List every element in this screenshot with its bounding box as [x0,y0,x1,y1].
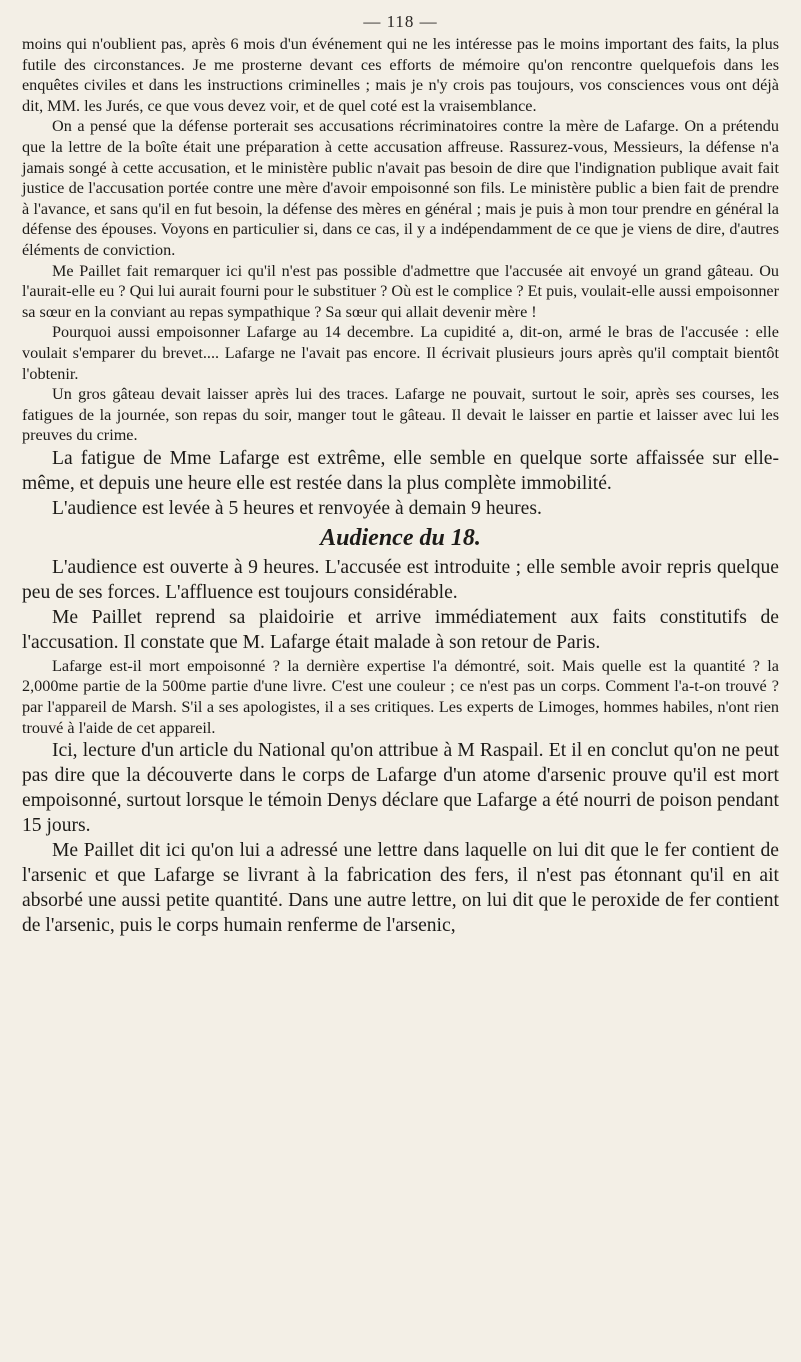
paragraph-8: L'audience est ouverte à 9 heures. L'accusée est introduite ; elle semble avoir repris quelque peu de ses forces. L'affluence est toujours considérable. [22,556,779,603]
paragraph-9: Me Paillet reprend sa plaidoirie et arrive immédiatement aux faits constitutifs de l'accusation. Il constate que M. Lafarge était malade à son retour de Paris. [22,606,779,653]
paragraph-5: Un gros gâteau devait laisser après lui des traces. Lafarge ne pouvait, surtout le soir, après ses courses, les fatigues de la journée, son repas du soir, manger tout le gâteau. Il devait le laisser en partie et laisser avec lui les preuves du crime. [22,385,779,445]
paragraph-7: L'audience est levée à 5 heures et renvoyée à demain 9 heures. [52,497,542,519]
section-heading: Audience du 18. [320,524,481,551]
paragraph-3: Me Paillet fait remarquer ici qu'il n'est pas possible d'admettre que l'accusée ait envoyé un grand gâteau. Ou l'aurait-elle eu ? Qui lui aurait fourni pour le substituer ? Où est le complice ? Et puis, voulait-elle aussi empoisonner sa sœur en la conviant au repas sympathique ? Sa sœur qui allait devenir mère ! [22,261,779,321]
page-number: — 118 — [363,12,438,31]
paragraph-11: Ici, lecture d'un article du National qu'on attribue à M Raspail. Et il en conclut qu'on ne peut pas dire que la découverte dans le corps de Lafarge d'un atome d'arsenic prouve qu'il est mort empoisonné, surtout lorsque le témoin Denys déclare que Lafarge a été nourri de poison pendant 15 jours. [22,740,779,837]
text-before-heading [22,34,779,521]
paragraph-12: Me Paillet dit ici qu'on lui a adressé une lettre dans laquelle on lui dit que le fer contient de l'arsenic et que Lafarge se livrant à la fabrication des fers, il n'est pas étonnant qu'il en ait absorbé une aussi petite quantité. Dans une autre lettre, on lui dit que le peroxide de fer contient de l'arsenic, puis le corps humain renferme de l'arsenic, [22,840,779,937]
text-after-heading [22,555,779,938]
paragraph-1: moins qui n'oublient pas, après 6 mois d'un événement qui ne les intéresse pas le moins important des faits, la plus futile des circonstances. Je me prosterne devant ces efforts de mémoire qu'on rencontre quelquefois dans les enquêtes civiles et dans les instructions criminelles ; mais je n'y crois pas toujours, vos consciences vous ont déjà dit, MM. les Jurés, ce que vous devez voir, et de quel coté est la vraisemblance. [22,35,779,115]
paragraph-6: La fatigue de Mme Lafarge est extrême, elle semble en quelque sorte affaissée sur elle-même, et depuis une heure elle est restée dans la plus complète immobilité. [22,447,779,494]
paragraph-2: On a pensé que la défense porterait ses accusations récriminatoires contre la mère de Lafarge. On a prétendu que la lettre de la boîte était une préparation à cette accusation affreuse. Rassurez-vous, Messieurs, la défense n'a jamais songé à cette accusation, et le ministère public n'avait pas besoin de dire que l'indignation publique avait fait justice de l'accusation portée contre une mère d'avoir empoisonné son fils. Le ministère public a bien fait de prendre à l'avance, et sans qu'il en fut besoin, la défense des mères en général ; mais je puis à mon tour prendre en général la défense des épouses. Voyons en particulier si, dans ce cas, il y a indépendamment de ce que je viens de dire, d'autres éléments de conviction. [22,117,779,259]
paragraph-10: Lafarge est-il mort empoisonné ? la dernière expertise l'a démontré, soit. Mais quelle est la quantité ? la 2,000me partie de la 500me partie d'une livre. C'est une couleur ; ce n'est pas un corps. Comment l'a-t-on trouvé ? par l'appareil de Marsh. S'il a ses apologistes, il a ses critiques. Les experts de Limoges, hommes habiles, n'ont rien trouvé à l'aide de cet appareil. [22,656,779,737]
paragraph-4: Pourquoi aussi empoisonner Lafarge au 14 decembre. La cupidité a, dit-on, armé le bras de l'accusée : elle voulait s'emparer du brevet.... Lafarge ne l'avait pas encore. Il écrivait plusieurs jours après qu'il comptait bientôt l'obtenir. [22,323,779,383]
